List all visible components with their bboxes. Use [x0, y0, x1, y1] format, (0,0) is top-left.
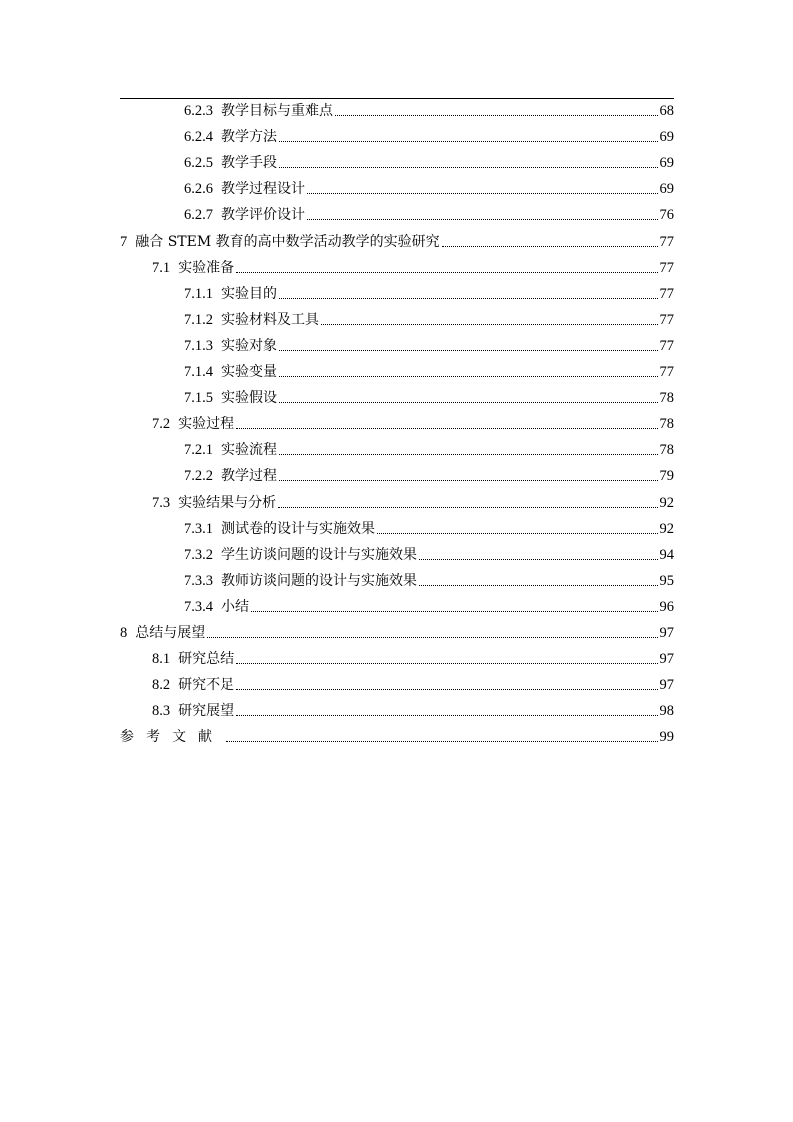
- toc-entry-label: [184, 568, 417, 594]
- toc-entry-label: [152, 490, 276, 516]
- toc-entry[interactable]: [152, 698, 674, 724]
- toc-entry-label: [184, 176, 305, 202]
- toc-entry-number: 6.2.3: [184, 103, 213, 119]
- toc-entry-title: 研究总结: [178, 651, 235, 668]
- toc-entry-label: [184, 202, 305, 228]
- toc-dot-leader: [236, 255, 657, 281]
- toc-entry-title: 实验过程: [178, 416, 235, 433]
- toc-entry-page-number: 95: [659, 572, 674, 589]
- toc-entry[interactable]: [184, 437, 674, 463]
- toc-entry-title: 实验变量: [221, 364, 277, 380]
- toc-entry-page-number: 77: [659, 233, 674, 250]
- toc-entry-page-number: 97: [659, 651, 674, 668]
- toc-entry-page-number: 78: [659, 442, 674, 459]
- toc-dot-leader: [335, 98, 658, 124]
- toc-entry-title: 实验目的: [221, 285, 277, 302]
- toc-entry[interactable]: [184, 307, 674, 333]
- toc-dot-leader: [377, 516, 658, 542]
- toc-entry-number: 6.2.7: [184, 207, 213, 224]
- toc-entry[interactable]: [184, 359, 674, 385]
- toc-entry[interactable]: [120, 229, 674, 255]
- toc-entry-title: 参考文献: [120, 729, 224, 746]
- toc-entry-page-number: 77: [659, 311, 674, 328]
- toc-entry-label: [152, 646, 234, 672]
- toc-entry-number: 7.3: [152, 494, 171, 511]
- toc-entry-label: [184, 463, 277, 489]
- toc-entry-page-number: 92: [659, 520, 674, 537]
- toc-entry-number: 7.3.4: [184, 598, 213, 615]
- toc-entry-number: 8.3: [152, 703, 171, 720]
- toc-entry-label: [184, 437, 277, 463]
- toc-entry-label: [184, 333, 277, 359]
- toc-entry-title: 实验结果与分析: [178, 494, 277, 511]
- toc-entry-title: 教学目标与重难点: [221, 103, 333, 119]
- toc-entry-label: [184, 150, 277, 176]
- toc-entry[interactable]: [184, 202, 674, 228]
- toc-dot-leader: [226, 724, 658, 750]
- toc-entry-page-number: 98: [659, 703, 674, 720]
- toc-entry-number: 7.1.3: [184, 337, 213, 354]
- toc-entry[interactable]: [152, 646, 674, 672]
- toc-entry-page-number: 78: [659, 390, 674, 407]
- toc-dot-leader: [419, 542, 658, 568]
- toc-entry-page-number: 96: [659, 598, 674, 615]
- toc-entry-title: 小结: [221, 598, 249, 615]
- toc-entry-label: [152, 672, 234, 698]
- toc-dot-leader: [236, 411, 657, 437]
- toc-entry-title: 教学评价设计: [221, 207, 305, 224]
- toc-entry-title: 总结与展望: [135, 625, 206, 641]
- toc-entry-title: 研究展望: [178, 703, 235, 720]
- toc-dot-leader: [279, 124, 658, 150]
- toc-entry-title: 教学方法: [221, 129, 277, 146]
- toc-entry-label: [184, 359, 277, 385]
- toc-entry-number: 7.3.1: [184, 520, 213, 537]
- toc-entry-label: [184, 594, 249, 620]
- toc-entry[interactable]: [184, 463, 674, 489]
- toc-entry-label: [184, 98, 333, 124]
- toc-entry[interactable]: [152, 672, 674, 698]
- toc-entry-label: [152, 411, 234, 437]
- toc-entry[interactable]: [120, 724, 674, 750]
- toc-entry-label: [184, 281, 277, 307]
- toc-entry-title: 实验准备: [178, 259, 235, 276]
- toc-entry-page-number: 77: [659, 364, 674, 380]
- toc-entry[interactable]: [152, 255, 674, 281]
- toc-entry[interactable]: [184, 281, 674, 307]
- toc-dot-leader: [307, 176, 658, 202]
- toc-entry-page-number: 78: [659, 416, 674, 433]
- toc-entry-number: 7.3.2: [184, 546, 213, 563]
- toc-entry-page-number: 77: [659, 337, 674, 354]
- toc-entry-number: 7.3.3: [184, 572, 213, 589]
- toc-entry-page-number: 79: [659, 468, 674, 485]
- toc-entry-number: 7.1.2: [184, 311, 213, 328]
- toc-entry-number: 7: [120, 233, 128, 250]
- toc-entry-number: 7.1: [152, 259, 171, 276]
- toc-entry[interactable]: [184, 124, 674, 150]
- toc-entry[interactable]: [184, 385, 674, 411]
- toc-entry-number: 7.2.2: [184, 468, 213, 485]
- toc-dot-leader: [279, 385, 658, 411]
- toc-entry-number: 8.2: [152, 677, 171, 694]
- toc-entry-title: 测试卷的设计与实施效果: [221, 520, 375, 537]
- toc-entry-title: 教学过程: [221, 468, 277, 485]
- toc-dot-leader: [279, 437, 658, 463]
- toc-entry-number: 6.2.6: [184, 181, 213, 198]
- toc-dot-leader: [279, 281, 658, 307]
- toc-dot-leader: [419, 568, 658, 594]
- toc-entry[interactable]: [184, 150, 674, 176]
- toc-entry-label: [120, 724, 224, 750]
- toc-entry-title: 教学手段: [221, 155, 277, 172]
- toc-entry-title: 实验材料及工具: [221, 311, 319, 328]
- toc-entry-label: [120, 229, 440, 255]
- toc-entry-label: [184, 516, 375, 542]
- toc-entry-page-number: 94: [659, 546, 674, 563]
- toc-dot-leader: [251, 594, 658, 620]
- toc-entry-label: [184, 385, 277, 411]
- toc-dot-leader: [279, 463, 658, 489]
- toc-entry-label: [152, 698, 234, 724]
- toc-entry-page-number: 76: [659, 207, 674, 224]
- toc-entry[interactable]: [184, 542, 674, 568]
- toc-entry-page-number: 97: [659, 677, 674, 694]
- toc-dot-leader: [207, 620, 657, 646]
- toc-entry[interactable]: [184, 176, 674, 202]
- toc-dot-leader: [278, 490, 657, 516]
- toc-entry[interactable]: [184, 568, 674, 594]
- toc-entry-number: 8.1: [152, 651, 171, 668]
- toc-entry-label: [152, 255, 234, 281]
- toc-entry[interactable]: [184, 594, 674, 620]
- toc-entry-title: 实验假设: [221, 390, 277, 407]
- toc-entry-number: 6.2.4: [184, 129, 213, 146]
- toc-entry-number: 7.1.1: [184, 285, 213, 302]
- toc-entry-title: 实验流程: [221, 442, 277, 459]
- toc-entry-page-number: 77: [659, 285, 674, 302]
- toc-entry-label: [184, 307, 319, 333]
- toc-entry-title: 学生访谈问题的设计与实施效果: [221, 546, 417, 563]
- toc-dot-leader: [279, 150, 658, 176]
- toc-entry[interactable]: [152, 490, 674, 516]
- toc-entry-title: 研究不足: [178, 677, 235, 694]
- toc-entry-label: [184, 542, 417, 568]
- toc-entry-label: [120, 620, 205, 646]
- toc-entry-title: 实验对象: [221, 337, 277, 354]
- toc-entry-number: 7.1.5: [184, 390, 213, 407]
- toc-dot-leader: [321, 307, 658, 333]
- toc-entry[interactable]: [152, 411, 674, 437]
- toc-entry-label: [184, 124, 277, 150]
- toc-entry-page-number: 99: [659, 729, 674, 746]
- toc-dot-leader: [307, 202, 658, 228]
- toc-dot-leader: [236, 672, 657, 698]
- toc-entry[interactable]: [184, 333, 674, 359]
- toc-entry-title: 融合 STEM 教育的高中数学活动教学的实验研究: [135, 233, 440, 250]
- toc-entry-page-number: 77: [659, 259, 674, 276]
- toc-entry-page-number: 69: [659, 181, 674, 198]
- toc-entry-page-number: 68: [659, 103, 674, 119]
- toc-entry-number: 6.2.5: [184, 155, 213, 172]
- toc-entry-page-number: 97: [659, 625, 674, 641]
- toc-entry-number: 8: [120, 625, 128, 641]
- toc-entry-page-number: 69: [659, 155, 674, 172]
- toc-dot-leader: [279, 333, 658, 359]
- toc-dot-leader: [236, 698, 657, 724]
- toc-entry-number: 7.2: [152, 416, 171, 433]
- toc-entry-page-number: 69: [659, 129, 674, 146]
- toc-entry-title: 教师访谈问题的设计与实施效果: [221, 572, 417, 589]
- toc-entry-title: 教学过程设计: [221, 181, 305, 198]
- toc-entry[interactable]: [120, 620, 674, 646]
- toc-entry[interactable]: [184, 98, 674, 124]
- toc-entry[interactable]: [184, 516, 674, 542]
- toc-entry-number: 7.1.4: [184, 364, 213, 380]
- toc-dot-leader: [236, 646, 657, 672]
- toc-dot-leader: [279, 359, 658, 385]
- toc-entry-number: 7.2.1: [184, 442, 213, 459]
- toc-dot-leader: [442, 229, 658, 255]
- toc-entry-page-number: 92: [659, 494, 674, 511]
